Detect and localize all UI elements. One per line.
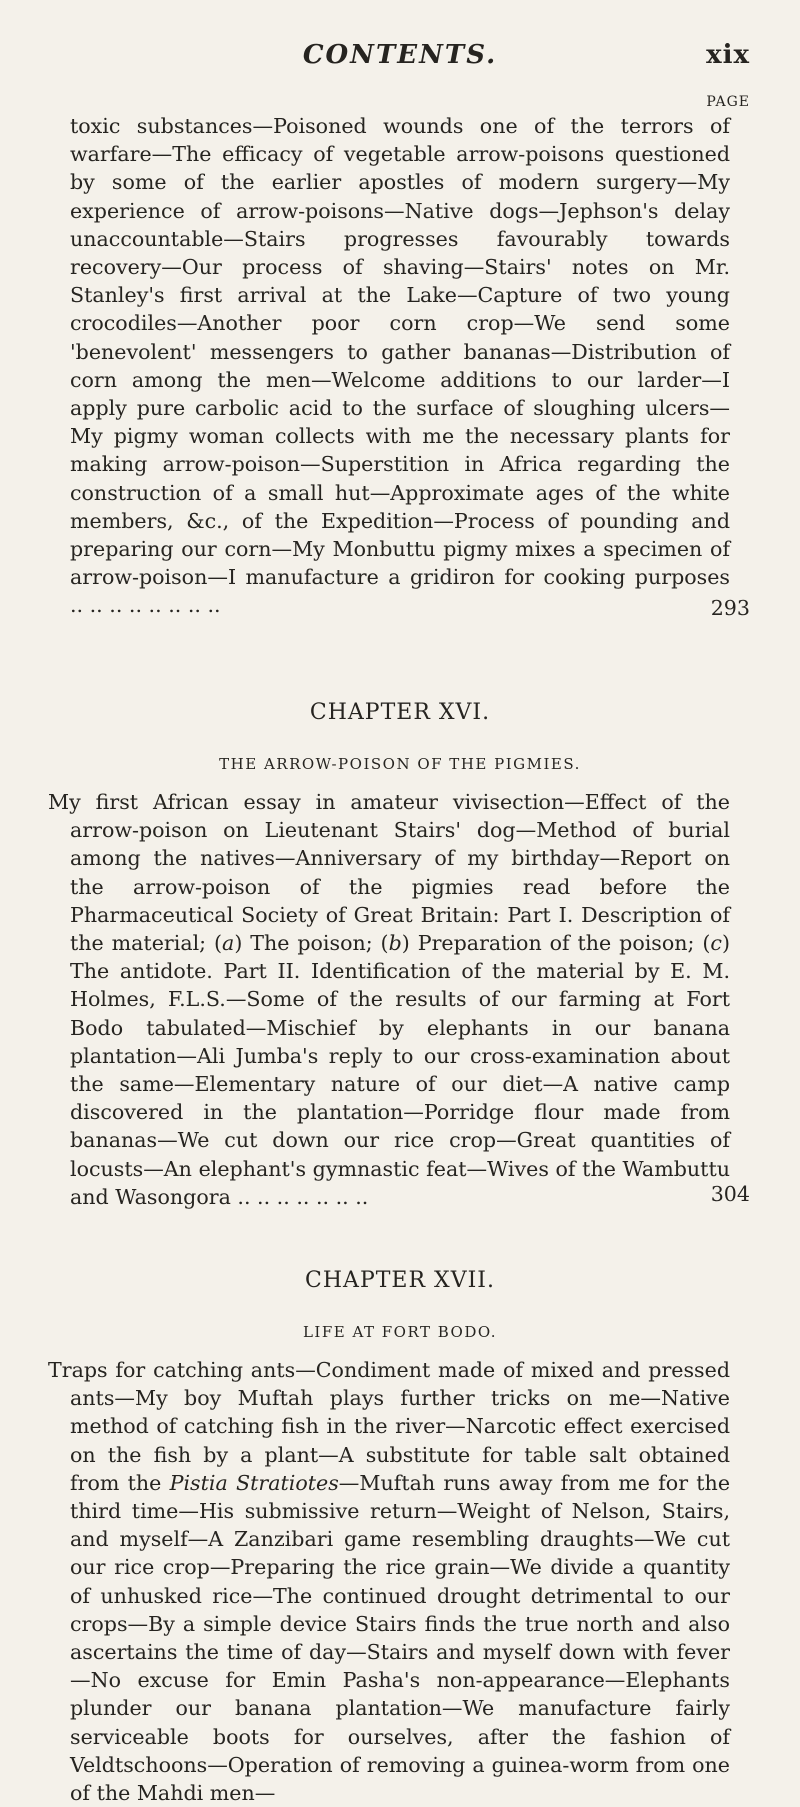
page-folio: xix [706, 40, 750, 70]
summary-text: —Muftah runs away from me for the third time—His submissive return—Weight of Nelson, Stairs, and myself—A Zanzibari game resembling draughts—We cut our rice crop—Preparing the rice grain—We divide a quantity of unhusked rice—The continued drought detrimental to our crops—By a simple device Stairs finds the true north and also ascertains the time of day—Stairs and myself down with fever—No excuse for Emin Pasha's non-appearance—Elephants plunder our banana plantation—We manufacture fairly serviceable boots for ourselves, after the fashion of Veldtschoons—Operation of removing a guinea-worm from one of the Mahdi men— [70, 1470, 731, 1806]
list-marker: b [388, 931, 402, 956]
summary-text: ) The poison; ( [234, 931, 389, 956]
list-marker: c [710, 931, 722, 956]
summary-text: ) Preparation of the poison; ( [401, 931, 711, 956]
continuation-summary [70, 112, 730, 620]
running-title: CONTENTS. [302, 40, 498, 70]
chapter-summary [48, 788, 730, 1211]
chapter-heading: CHAPTER XVI. [309, 700, 491, 725]
running-head [0, 40, 800, 80]
chapter-summary [48, 1356, 730, 1807]
list-marker: a [222, 931, 235, 956]
dot-leaders: .. .. .. .. .. .. .. [230, 1184, 369, 1209]
continuation-text: toxic substances—Poisoned wounds one of the terrors of warfare—The efficacy of vegetable arrow-poisons questioned by some of the earlier apostles of modern surgery—My experience of arrow-poisons—Native dogs—Jephson's delay unaccountable—Stairs progresses favourably towards recovery—Our process of shaving—Stairs' notes on Mr. Stanley's first arrival at the Lake—Capture of two young crocodiles—Another poor corn crop—We send some 'benevolent' messengers to gather bananas—Distribution of corn among the men—Welcome additions to our larder—I apply pure carbolic acid to the surface of sloughing ulcers—My pigmy woman collects with me the necessary plants for making arrow-poison—Superstition in Africa regarding the construction of a small hut—Approximate ages of the white members, &c., of the Expedition—Process of pounding and preparing our corn—My Monbuttu pigmy mixes a specimen of arrow-poison—I manufacture a gridiron for cooking purposes [70, 114, 730, 590]
chapter-subtitle: THE ARROW-POISON OF THE PIGMIES. [219, 755, 581, 773]
page-number-ref: 304 [710, 1182, 750, 1206]
summary-text: My first African essay in amateur vivisection—Effect of the arrow-poison on Lieutenant Stairs' dog—Method of burial among the natives—Anniversary of my birthday—Report on the arrow-poison of the pigmies read before the Pharmaceutical Society of Great Britain: Part I. Description of the material; ( [48, 790, 730, 956]
chapter-heading: CHAPTER XVII. [305, 1268, 495, 1293]
summary-text: Traps for catching ants—Condiment made of mixed and pressed ants—My boy Muftah plays further tricks on me—Native method of catching fish in the river—Narcotic effect exercised on the fish by a plant—A substitute for table salt obtained from the [48, 1358, 730, 1495]
chapter-subtitle: LIFE AT FORT BODO. [302, 1323, 498, 1341]
page-column-label: PAGE [706, 94, 750, 110]
page-number-ref: 293 [710, 596, 750, 620]
italic-term: Pistia Stratiotes [169, 1470, 339, 1495]
dot-leaders: .. .. .. .. .. .. .. .. [70, 593, 221, 618]
summary-text: ) The antidote. Part II. Identification of the material by E. M. Holmes, F.L.S.—Some of the results of our farming at Fort Bodo tabulated—Mischief by elephants in our banana plantation—Ali Jumba's reply to our cross-examination about the same—Elementary nature of our diet—A native camp discovered in the plantation—Porridge flour made from bananas—We cut down our rice crop—Great quantities of locusts—An elephant's gymnastic feat—Wives of the Wambuttu and Wasongora [70, 931, 730, 1209]
